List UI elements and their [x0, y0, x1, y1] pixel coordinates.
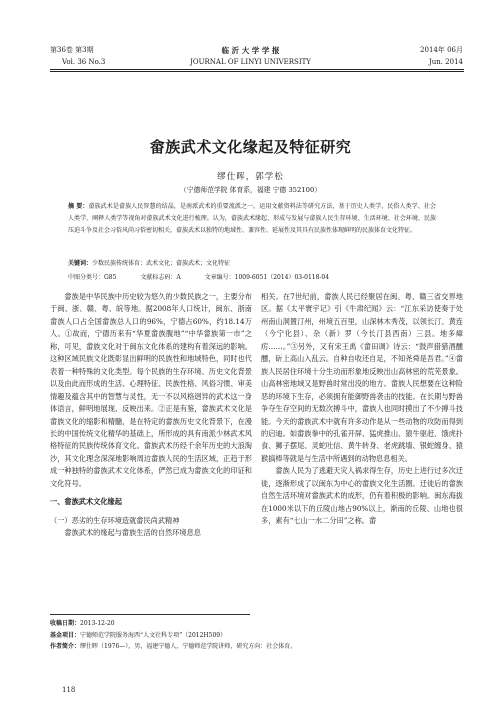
- footnote-received: [50, 618, 464, 630]
- author-bio-text: 缪仕晖（1976—），男，福建宁德人，宁德师范学院讲师，研究方向：社会体育。: [80, 643, 297, 650]
- keywords-label: 关键词：: [68, 260, 93, 267]
- clc-number: 中图分类号：G85: [68, 274, 117, 281]
- left-paragraph-1: 畲族是中华民族中历史较为悠久的少数民族之一，主要分布于闽、浙、赣、粤、皖等地。据2008年人口统计，闽东、浙南畲族人口占全国畲族总人口的96%，宁德占60%，约18.14万人。①故而，宁德历来有“华夏畲族腹地”“中华畲族第一市”之称，可见，畲族文化对于闽东文化体系的建构有着深远的影响。这种区域民族文化既彰显出鲜明的民族性和地域特色，同时也代表着一种特殊的文化类型。每个民族的生存环境、历史文化背景以及由此而形成的生活、心理特征、民族性格、风俗习惯、审美情趣及蕴含其中的智慧与灵性，无一不以风格迥异的武术这一身体语言，鲜明地展现、反映出来。②正是有鉴，畲族武术文化是畲族文化的缩影和精髓，是在特定的畲族历史文化背景下，在漫长的中国传统文化精华的基础上，所形成的具有南派少林武术风格特征的民族传统体育文化。畲族武术历经千余年历史的大浪淘沙，其文化理念深深地影响周边畲族人民的生活区域，正趋于形成一种独特的畲族武术文化体系，俨然已成为畲族文化的印证和文化符号。: [50, 292, 252, 488]
- header-journal-cn: 临 沂 大 学 学 报: [221, 46, 280, 55]
- author-bio-label: 作者简介：: [50, 643, 81, 650]
- received-label: 收稿日期：: [50, 620, 81, 627]
- header-issue-cn: 第36卷 第3期: [50, 46, 94, 54]
- fund-label: 基金项目：: [50, 631, 81, 639]
- abstract: [68, 201, 436, 238]
- article-affiliation: （宁德师范学院 体育系，福建 宁德 352100）: [179, 186, 322, 194]
- abstract-text: 畲族武术是畲族人民智慧的结晶，是南派武术的重要流派之一。运用文献资料法等研究方法，基于历史人类学、民俗人类学、社会人类学、阐释人类学等视角对畲族武术文化进行梳理。认为，畲族武术缘起、形成与发展与畲族人民生存环境、生活环境、社会环境、民族压迫斗争及社会习俗风尚习俗密切相关。畲族武术以独特的地域性、兼容性、延展性及其具有民族性体现鲜明的民族体育文化特征。: [68, 203, 436, 235]
- left-column: [50, 291, 252, 540]
- right-paragraph-2: 畲族人民为了逃避天灾人祸求得生存，历史上进行过多次迁徙，逐渐形成了以闽东为中心的畲族文化生活圈。迁徙后的畲族自然生活环境对畲族武术的成形，仍有着积极的影响。闽东海拔在1000米以下的丘陵山地占90%以上，渐南的丘陵、山地也很多，素有“七山一水二分田”之称。畲: [261, 466, 463, 526]
- header-rule-bottom: [50, 71, 464, 72]
- document-code: 文献标志码：A: [140, 274, 181, 281]
- footnote-rule: [50, 614, 250, 615]
- footnote: [50, 618, 464, 653]
- article-number: 文章编号：1009-6051（2014）03-0118-04: [204, 274, 330, 281]
- header-date-en: Jun. 2014: [428, 58, 463, 66]
- header-issue-en: Vol. 36 No.3: [62, 58, 106, 66]
- classification-line: [68, 273, 448, 283]
- header-date-cn: 2014年 06月: [420, 46, 463, 54]
- right-paragraph-1: 相关。在7世纪前，畲族人民已经聚居在闽、粤、赣三省交界地区。据《太平寰宇记》引《牛肃纪闻》云：“江东采访使奏于处州南山洞置汀州，州境五百里，山深林木秀茂，以领长汀、黄连（今宁化县）、杂（新）罗（今长汀县西南）三县。地多瘴疠……。”③另外，又有宋王禹《畲田调》诗云：“鼓声猎猎酒醺醺，斫上高山入乱云。自种自收还自足，不知尧舜是吾君。”④畲族人民居住环境十分生动而形象地反映出山高林密的荒芜景象。山高林密地域又是野兽时常出没的地方。畲族人民想要在这种险恶的环境下生存，必须拥有能御野兽袭击的技能。在长期与野兽争夺生存空间的无数次搏斗中，畲族人也同时摸出了不少搏斗技能。今天的畲族武术中就有许多动作是从一些动物的攻防而得到的启迪。如畲族拳中的孔雀开屏、猛虎推山、猿牛驱赶、饿虎扑食、狮子摆尾、灵蛇吐信、黄牛转身、老虎跳墙、银蛇缠身、猿猴搞棒等就是与生活中所遇到的动物息息相关。: [261, 292, 463, 463]
- abstract-label: 摘 要：: [68, 203, 89, 210]
- right-column: [261, 291, 463, 528]
- footnote-fund: [50, 630, 464, 642]
- header-rule-top: [50, 69, 464, 70]
- section-heading-1: 一、畲族武术文化缘起: [50, 497, 122, 507]
- keywords: [68, 259, 436, 269]
- header-journal-en: JOURNAL OF LINYI UNIVERSITY: [190, 58, 311, 66]
- article-authors: 缪仕晖，郭学松: [217, 172, 284, 182]
- left-paragraph-2: 畲族武术的缘起与畲族生活的自然环境息息: [64, 528, 201, 538]
- fund-text: 宁德师范学院服务海西“人文社科专项”（2012H509）: [80, 631, 227, 639]
- received-date: 2013-12-20: [80, 620, 115, 627]
- footnote-author: [50, 641, 464, 653]
- keywords-text: 少数民族传统体育；武术文化；畲族武术；文化特征: [92, 260, 231, 267]
- article-title: 畲族武术文化缘起及特征研究: [149, 138, 352, 156]
- page-number: 118: [62, 686, 76, 694]
- subsection-heading-1: （一）恶劣的生存环境造就畲民尚武精神: [50, 515, 180, 525]
